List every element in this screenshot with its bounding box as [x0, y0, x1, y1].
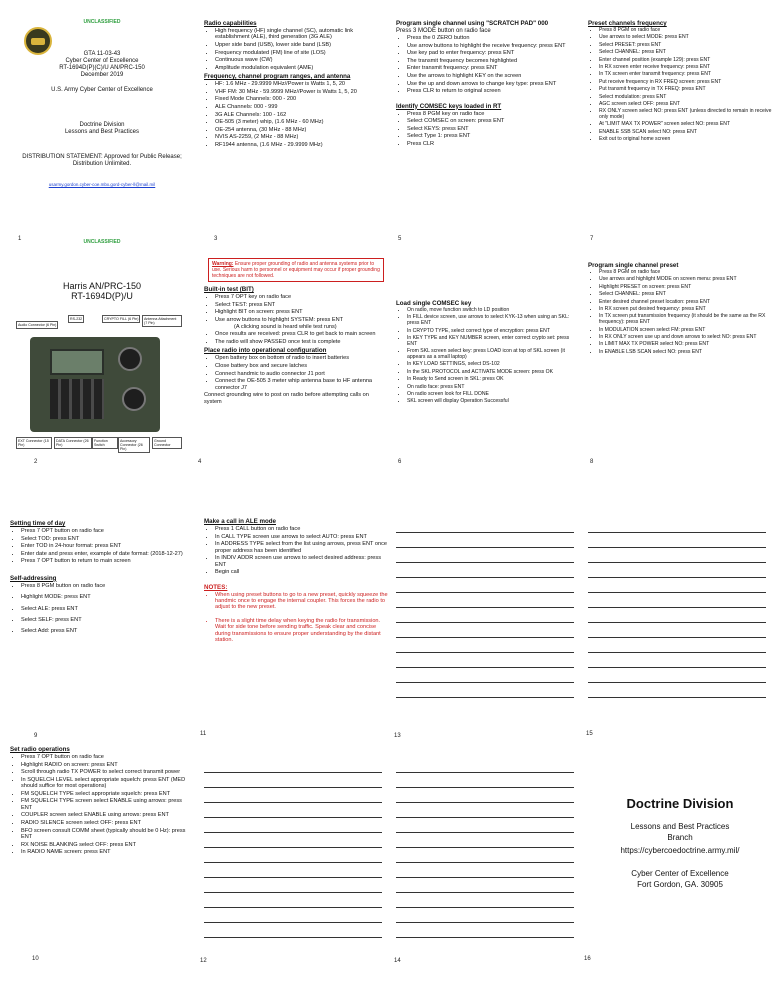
page-number: 7: [590, 236, 594, 242]
blank-line: [588, 578, 766, 593]
blank-line: [204, 758, 382, 773]
callout-label: Accessory Connector (26 Pin): [118, 437, 150, 453]
bit-panel: [204, 248, 388, 516]
list-item: • RADIO SILENCE screen select OFF: press ENT: [21, 820, 194, 826]
back-subtitle: Branch: [667, 833, 693, 842]
blank-line: [396, 788, 574, 803]
callout-label: DATA Connector (26 Pin): [54, 437, 92, 449]
list-item: • In TX screen put transmission frequency (it should be the same as the RX frequency): press ENT: [599, 314, 772, 326]
blank-line: [396, 533, 574, 548]
notes-title: NOTES:: [204, 583, 228, 591]
time-panel: [10, 516, 194, 742]
list-item: • In RX screen put desired frequency: press ENT: [599, 307, 772, 313]
blank-line: [588, 638, 766, 653]
list-item: • FM SQUELCH TYPE screen select ENABLE using arrows: press ENT: [21, 798, 194, 811]
list-item: • On radio screen look for FILL DONE: [407, 392, 580, 398]
blank-line: [588, 668, 766, 683]
list-item: • Select TEST: press ENT: [215, 302, 388, 308]
list-item: • Continuous wave (CW): [215, 57, 388, 63]
page-number: 13: [394, 733, 401, 739]
blank-line: [396, 683, 574, 698]
list-item: • Once results are received: press CLR to get back to main screen: [215, 331, 388, 337]
list-item: • Select COMSEC on screen: press ENT: [407, 118, 580, 124]
list-item: • In MODULATION screen select FM: press ENT: [599, 328, 772, 334]
blank-lines-panel: [396, 742, 580, 994]
list-item: • RX NOISE BLANKING select OFF: press ENT: [21, 842, 194, 848]
list-item: • Select modulation: press ENT: [599, 95, 772, 101]
single-preset-panel: [588, 248, 772, 516]
blank-line: [588, 593, 766, 608]
classification-label: UNCLASSIFIED: [83, 19, 121, 25]
list-item: • Use the arrows to highlight KEY on the screen: [407, 73, 580, 79]
blank-line: [588, 623, 766, 638]
blank-line: [396, 758, 574, 773]
list-item: • Use the up and down arrows to change key type: press ENT: [407, 81, 580, 87]
blank-line: [396, 563, 574, 578]
list-item: • Select ALE: press ENT: [21, 606, 194, 612]
blank-line: [588, 683, 766, 698]
back-org: Cyber Center of Excellence: [631, 869, 729, 878]
blank-line: [204, 788, 382, 803]
list-item: • Select Type 1: press ENT: [407, 133, 580, 139]
list-item: • Use arrows and highlight MODE on screen menu: press ENT: [599, 277, 772, 283]
list-item: • In RX ONLY screen use up and down arrows to select NO: press ENT: [599, 335, 772, 341]
classification-label: UNCLASSIFIED: [83, 239, 121, 245]
list-item: • VHF FM: 30 MHz - 59.9999 MHz//Power is Watts 1, 5, 20: [215, 89, 388, 95]
list-item: • OE-505 (3 meter) whip, (1.6 MHz - 60 MHz): [215, 119, 388, 125]
radio-body-image: [30, 337, 160, 432]
radio-knob-image: [118, 347, 142, 371]
callout-label: RS-232: [70, 317, 83, 321]
gta-number: GTA 11-03-43: [83, 51, 121, 57]
blank-line: [204, 833, 382, 848]
page-number: 5: [398, 236, 402, 242]
note-item: • There is a slight time delay when keying the radio for transmission. Wait for side tone before sending traffic. Speak clear and concise during transmissions to ensure proper understanding by the distant station.: [215, 618, 388, 644]
list-item: • Upper side band (USB), lower side band (LSB): [215, 42, 388, 48]
contact-email-link[interactable]: usarmy.gordon.cyber-coe.mbx.gord-cyber-ll@mail.mil: [48, 182, 156, 187]
page-number: 9: [34, 733, 38, 739]
list-item: • SKL screen will display Operation Successful: [407, 399, 580, 405]
list-item: • Use arrow buttons to highlight the receive frequency: press ENT: [407, 43, 580, 49]
list-item: • In INDIV ADDR screen use arrows to select desired address: press ENT: [215, 555, 388, 568]
page-number: 8: [590, 459, 594, 465]
list-item: • In CALL TYPE screen use arrows to select AUTO: press ENT: [215, 534, 388, 540]
list-item: • The radio will show PASSED once test is complete: [215, 339, 388, 345]
blank-line: [396, 608, 574, 623]
page-number: 12: [200, 958, 207, 964]
list-item: • Enter TOD in 24-hour format: press ENT: [21, 543, 194, 549]
list-item: • From SKL screen select key: press LOAD icon at top of SKL screen (it appears as a small laptop): [407, 349, 580, 361]
radio-capabilities-panel: [204, 0, 388, 248]
radio-title: Harris AN/PRC-150: [62, 281, 142, 291]
blank-line: [396, 518, 574, 533]
cover-line: Cyber Center of Excellence: [65, 58, 139, 64]
list-item: • In CRYPTO TYPE, select correct type of encryption: press ENT: [407, 329, 580, 335]
callout-label: Audio Connector (6 Pin): [18, 323, 57, 327]
list-item: • OE-254 antenna, (30 MHz - 88 MHz): [215, 127, 388, 133]
callout-label: EXT Connector (15 Pin): [16, 437, 52, 449]
list-item: • Connect handmic to audio connector J1 port: [215, 371, 388, 377]
list-item: • Select TOD: press ENT: [21, 536, 194, 542]
blank-line: [204, 878, 382, 893]
list-item: • Enter transmit frequency: press ENT: [407, 65, 580, 71]
blank-line: [396, 803, 574, 818]
blank-line: [588, 653, 766, 668]
warning-box: [208, 258, 384, 282]
list-item: • AGC screen select OFF: press ENT: [599, 102, 772, 108]
list-item: • Press 7 OPT button on radio face: [21, 754, 194, 760]
list-item: • Select PRESET: press ENT: [599, 43, 772, 49]
section-title: Make a call in ALE mode: [204, 518, 276, 525]
page-number: 1: [18, 236, 22, 242]
warning-label: Warning:: [212, 261, 234, 267]
list-item: • COUPLER screen select ENABLE using arrows: press ENT: [21, 812, 194, 818]
radio-diagram: [16, 309, 188, 459]
list-item: • Press 8 PGM button on radio face: [21, 583, 194, 589]
list-item: • Enter date and press enter, example of date format: (2018-12-27): [21, 551, 194, 557]
page-number: 4: [198, 459, 202, 465]
blank-line: [588, 608, 766, 623]
page-number: 6: [398, 459, 402, 465]
ale-call-panel: [204, 516, 388, 742]
list-item: • Press the 0 ZERO button: [407, 35, 580, 41]
list-item: • Press 1 CALL button on radio face: [215, 526, 388, 532]
list-item: • Select KEYS: press ENT: [407, 126, 580, 132]
blank-line: [396, 878, 574, 893]
list-item: • In ADDRESS TYPE select from the list using arrows, press ENT once proper address has been identified: [215, 541, 388, 554]
cover-division: Doctrine Division: [79, 122, 125, 128]
list-item: • In the SKL PROTOCOL and ACTIVATE MODE screen: press OK: [407, 370, 580, 376]
section-title: Place radio into operational configuration: [204, 347, 327, 355]
section-title: Built-in test (BIT): [204, 286, 254, 293]
blank-line: [588, 518, 766, 533]
list-item: • Close battery box and secure latches: [215, 363, 388, 369]
section-title: Program single channel using "SCRATCH PAD" 000: [396, 20, 549, 27]
list-item: • Select SELF: press ENT: [21, 617, 194, 623]
blank-line: [204, 773, 382, 788]
list-item: • In FILL device screen, use arrows to select KYK-13 when using an SKL: press ENT: [407, 315, 580, 327]
list-item: • FM SQUELCH TYPE select appropriate squelch: press ENT: [21, 791, 194, 797]
section-title: Set radio operations: [10, 746, 70, 753]
blank-line: [396, 578, 574, 593]
intro-text: Press 3 MODE button on radio face: [396, 28, 491, 34]
cover-line: December 2019: [80, 72, 124, 78]
tail-text: Connect grounding wire to post on radio before attempting calls on system: [204, 392, 369, 405]
list-item: • At "LIMIT MAX TX POWER" screen select NO: press ENT: [599, 122, 772, 128]
callout-label: Ground Connector: [152, 437, 182, 449]
radio-model: RT-1694D(P)/U: [71, 291, 133, 301]
list-item: • Enter desired channel preset location: press ENT: [599, 300, 772, 306]
list-item: • Press 7 OPT button on radio face: [21, 528, 194, 534]
blank-line: [204, 923, 382, 938]
list-item: • Use arrows to select MODE: press ENT: [599, 35, 772, 41]
back-subtitle: Lessons and Best Practices: [630, 822, 730, 831]
blank-line: [396, 593, 574, 608]
list-item: • Highlight RADIO on screen: press ENT: [21, 762, 194, 768]
list-item: • Begin call: [215, 569, 388, 575]
section-title: Identify COMSEC keys loaded in RT: [396, 102, 502, 110]
list-item: • Select Add: press ENT: [21, 628, 194, 634]
list-item: • On radio, move function switch to LD position: [407, 308, 580, 314]
section-title: Preset channels frequency: [588, 20, 667, 27]
back-cover-panel: [588, 742, 772, 994]
blank-line: [204, 803, 382, 818]
list-item: • Press 8 PGM on radio face: [599, 28, 772, 34]
list-item: • Enter channel position (example 129): press ENT: [599, 58, 772, 64]
preset-channels-panel: [588, 0, 772, 248]
list-item: • In KEY LOAD SETTINGS, select DS-102: [407, 362, 580, 368]
page-number: 15: [586, 731, 593, 737]
note-item: • When using preset buttons to go to a new preset, quickly squeeze the handmic once to engage the internal coupler. This forces the radio to adjust to the new preset.: [215, 592, 388, 611]
list-item: • Frequency modulated (FM) line of site (LOS): [215, 50, 388, 56]
blank-line: [396, 893, 574, 908]
list-item: • In RX screen enter receive frequency: press ENT: [599, 65, 772, 71]
list-item: • Highlight PRESET on screen: press ENT: [599, 285, 772, 291]
list-item: • HF: 1.6 MHz - 29.9999 MHz//Power is Watts 1, 5, 20: [215, 81, 388, 87]
list-item: • Select CHANNEL: press ENT: [599, 50, 772, 56]
radio-keypad-image: [50, 379, 104, 419]
list-item: • Press 8 PGM on radio face: [599, 270, 772, 276]
blank-line: [588, 533, 766, 548]
blank-line: [204, 863, 382, 878]
blank-lines-panel: [588, 516, 772, 742]
list-item: • Put transmit frequency in TX FREQ: press ENT: [599, 87, 772, 93]
section-title: Load single COMSEC key: [396, 300, 472, 307]
page-number: 3: [214, 236, 218, 242]
cover-branch: Lessons and Best Practices: [64, 129, 140, 135]
blank-line: [396, 773, 574, 788]
callout-label: CRYPTO FILL (6 Pin): [104, 317, 139, 321]
back-location: Fort Gordon, GA. 30905: [637, 880, 723, 889]
blank-line: [204, 818, 382, 833]
list-item: • In KEY TYPE and KEY NUMBER screen, enter correct crypto set: press ENT: [407, 336, 580, 348]
list-item: • Highlight MODE: press ENT: [21, 594, 194, 600]
list-item: • Use key pad to enter frequency: press ENT: [407, 50, 580, 56]
note-text: (A clicking sound is heard while test runs): [234, 324, 337, 331]
list-item: • RF1944 antenna, (1.6 MHz - 29.9999 MHz): [215, 142, 388, 148]
list-item: • Amplitude modulation equivalent (AME): [215, 65, 388, 71]
section-title: Radio capabilities: [204, 20, 257, 27]
list-item: • In TX screen enter transmit frequency: press ENT: [599, 72, 772, 78]
blank-line: [396, 833, 574, 848]
list-item: • Use arrow buttons to highlight SYSTEM: press ENT: [215, 317, 388, 323]
list-item: • Highlight BIT on screen: press ENT: [215, 309, 388, 315]
page-number: 16: [584, 956, 591, 962]
blank-line: [396, 818, 574, 833]
list-item: • Fixed Mode Channels: 000 - 200: [215, 96, 388, 102]
harris-radio-panel: [10, 239, 194, 516]
blank-line: [204, 893, 382, 908]
list-item: • Press 8 PGM key on radio face: [407, 111, 580, 117]
list-item: • ALE Channels: 000 - 999: [215, 104, 388, 110]
list-item: • In ENABLE LSB SCAN select NO: press ENT: [599, 350, 772, 356]
blank-lines-panel: [396, 516, 580, 742]
list-item: • Put receive frequency in RX FREQ screen: press ENT: [599, 80, 772, 86]
list-item: • BFO screen consult COMM sheet (typically should be 0 Hz): press ENT: [21, 828, 194, 841]
page-number: 14: [394, 958, 401, 964]
list-item: • In Ready to Send screen in SKL: press OK: [407, 377, 580, 383]
blank-line: [396, 908, 574, 923]
list-item: • Press CLR: [407, 141, 580, 147]
list-item: • NVIS AS-2259, (2 MHz - 88 MHz): [215, 134, 388, 140]
back-title: Doctrine Division: [626, 796, 734, 811]
page-number: 11: [200, 731, 207, 737]
list-item: • Press 7 OPT key on radio face: [215, 294, 388, 300]
cover-panel: [10, 0, 194, 248]
list-item: • Scroll through radio TX POWER to select correct transmit power: [21, 769, 194, 775]
list-item: • In LIMIT MAX TX POWER select NO: press ENT: [599, 342, 772, 348]
list-item: • ENABLE SSB SCAN select NO: press ENT: [599, 130, 772, 136]
blank-line: [396, 548, 574, 563]
radio-screen-image: [50, 349, 104, 375]
blank-lines-panel: [204, 742, 388, 994]
blank-line: [396, 923, 574, 938]
blank-line: [396, 668, 574, 683]
cover-line: RT-1694D(P)(C)/U AN/PRC-150: [59, 65, 145, 71]
list-item: • The transmit frequency becomes highlighted: [407, 58, 580, 64]
blank-line: [588, 563, 766, 578]
distribution-statement: DISTRIBUTION STATEMENT: Approved for Public Release; Distribution Unlimited.: [22, 154, 182, 167]
list-item: • Press 7 OPT button to return to main screen: [21, 558, 194, 564]
doctrine-url-link[interactable]: https://cybercoedoctrine.army.mil/: [620, 846, 740, 855]
list-item: • Open battery box on bottom of radio to insert batteries: [215, 355, 388, 361]
page-number: 2: [34, 459, 38, 465]
list-item: • Connect the OE-505 3 meter whip antenna base to HF antenna connector J7: [215, 378, 388, 391]
blank-line: [204, 848, 382, 863]
list-item: • Press CLR to return to original screen: [407, 88, 580, 94]
blank-line: [396, 623, 574, 638]
blank-line: [396, 638, 574, 653]
list-item: • In SQUELCH LEVEL select appropriate squelch: press ENT (MED should suffice for most operations): [21, 777, 194, 790]
blank-line: [588, 548, 766, 563]
blank-line: [204, 908, 382, 923]
section-title: Self-addressing: [10, 574, 57, 582]
section-title: Setting time of day: [10, 520, 66, 527]
list-item: • RX ONLY screen select NO: press ENT (unless directed to remain in receive only mode): [599, 109, 772, 121]
radio-knob-image: [122, 387, 146, 411]
list-item: • 3G ALE Channels: 100 - 162: [215, 112, 388, 118]
list-item: • On radio face: press ENT: [407, 385, 580, 391]
blank-line: [396, 863, 574, 878]
list-item: • High frequency (HF) single channel (SC), automatic link establishment (ALE), third generation (3G ALE): [215, 28, 388, 41]
callout-label: Function Switch: [92, 437, 118, 449]
section-title: Program single channel preset: [588, 262, 679, 269]
section-subtitle: Frequency, channel program ranges, and antenna: [204, 73, 351, 81]
list-item: • In RADIO NAME screen: press ENT: [21, 849, 194, 855]
blank-line: [396, 848, 574, 863]
scratch-pad-panel: [396, 0, 580, 248]
list-item: • Exit out to original home screen: [599, 137, 772, 143]
page-number: 10: [32, 956, 39, 962]
callout-label: Antenna Attachment (7 Pin): [142, 315, 182, 327]
blank-line: [396, 653, 574, 668]
load-comsec-panel: [396, 248, 580, 516]
cover-org: U.S. Army Cyber Center of Excellence: [51, 87, 153, 93]
list-item: • Select CHANNEL: press ENT: [599, 292, 772, 298]
warning-text: Ensure proper grounding of radio and antenna systems prior to use. Serious harm to personnel or equipment may occur if proper grounding techniques are not followed.: [212, 261, 380, 279]
